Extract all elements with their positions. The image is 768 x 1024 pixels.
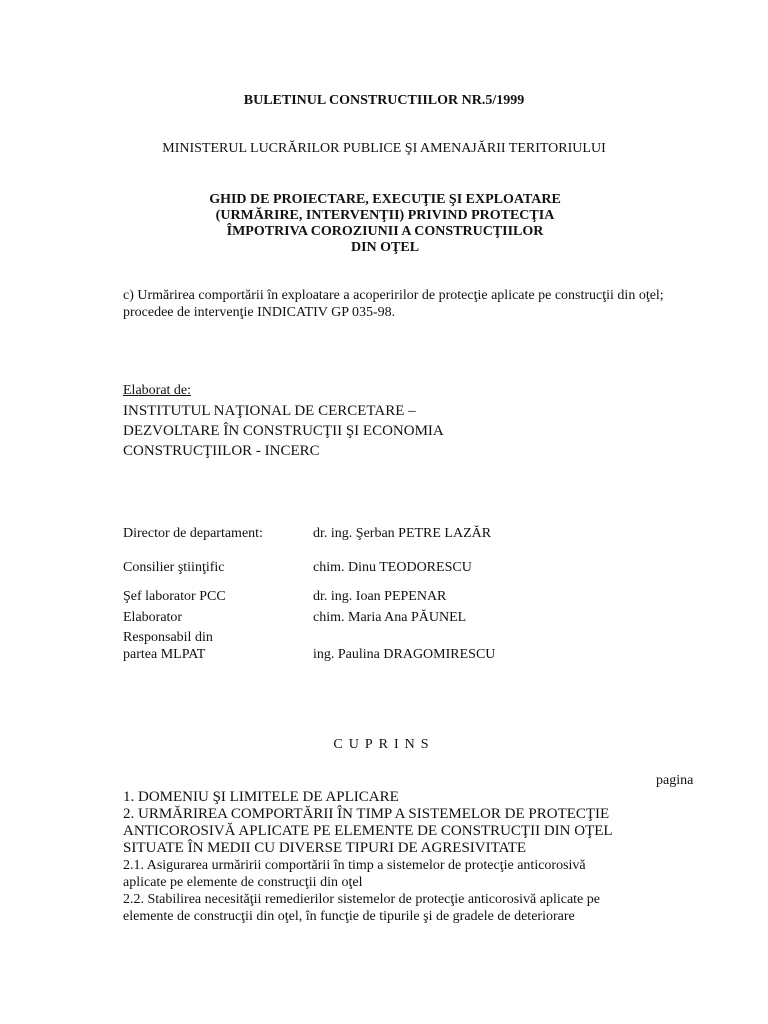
staff-role: Director de departament: [123,526,263,541]
staff-name: chim. Dinu TEODORESCU [313,560,472,575]
document-title [170,192,600,256]
intro-line: procedee de intervenţie INDICATIV GP 035-98. [123,305,396,320]
title-line: ÎMPOTRIVA COROZIUNII A CONSTRUCŢIILOR [226,224,544,239]
title-line: GHID DE PROIECTARE, EXECUŢIE ŞI EXPLOATARE [209,192,561,207]
institute-line: DEZVOLTARE ÎN CONSTRUCŢII ŞI ECONOMIA [123,423,444,439]
title-line: DIN OŢEL [350,240,420,255]
toc-line: aplicate pe elemente de construcţii din oţel [123,875,363,890]
staff-name: ing. Paulina DRAGOMIRESCU [313,647,496,662]
toc-line: 2.2. Stabilirea necesităţii remedierilor sistemelor de protecţie anticorosivă aplicate pe [123,892,600,907]
institute-name [123,401,444,461]
staff-role: Elaborator [123,610,183,625]
intro-line: c) Urmărirea comportării în exploatare a acoperirilor de protecţie aplicate pe construcţii din oţel; [123,288,664,303]
table-of-contents [123,789,723,925]
institute-line: INSTITUTUL NAŢIONAL DE CERCETARE – [123,403,416,419]
page-column-label: pagina [656,773,694,788]
toc-line: 2.1. Asigurarea urmăririi comportării în timp a sistemelor de protecţie anticorosivă [123,858,586,873]
staff-role: Consilier ştiinţific [123,560,225,575]
toc-line: 1. DOMENIU ŞI LIMITELE DE APLICARE [123,789,399,805]
title-line: (URMĂRIRE, INTERVENŢII) PRIVIND PROTECŢIA [215,208,555,223]
toc-line: ANTICOROSIVĂ APLICATE PE ELEMENTE DE CONSTRUCŢII DIN OŢEL [123,823,613,839]
bulletin-title: BULETINUL CONSTRUCTIILOR NR.5/1999 [243,93,525,108]
staff-role: partea MLPAT [123,647,206,662]
toc-line: 2. URMĂRIREA COMPORTĂRII ÎN TIMP A SISTEMELOR DE PROTECŢIE [123,806,610,822]
ministry-name: MINISTERUL LUCRĂRILOR PUBLICE ŞI AMENAJĂRII TERITORIULUI [162,141,606,156]
intro-paragraph [123,287,723,321]
staff-name: dr. ing. Ioan PEPENAR [313,589,447,604]
contents-heading: CUPRINS [333,737,435,752]
elaborated-by-label: Elaborat de: [123,383,192,398]
toc-line: elemente de construcţii din oţel, în funcţie de tipurile şi de gradele de deteriorare [123,909,575,924]
staff-name: chim. Maria Ana PĂUNEL [313,610,467,625]
institute-line: CONSTRUCŢIILOR - INCERC [123,443,320,459]
staff-role: Şef laborator PCC [123,589,226,604]
staff-name: dr. ing. Şerban PETRE LAZĂR [313,526,492,541]
toc-line: SITUATE ÎN MEDII CU DIVERSE TIPURI DE AGRESIVITATE [123,840,527,856]
staff-role: Responsabil din [123,630,213,645]
